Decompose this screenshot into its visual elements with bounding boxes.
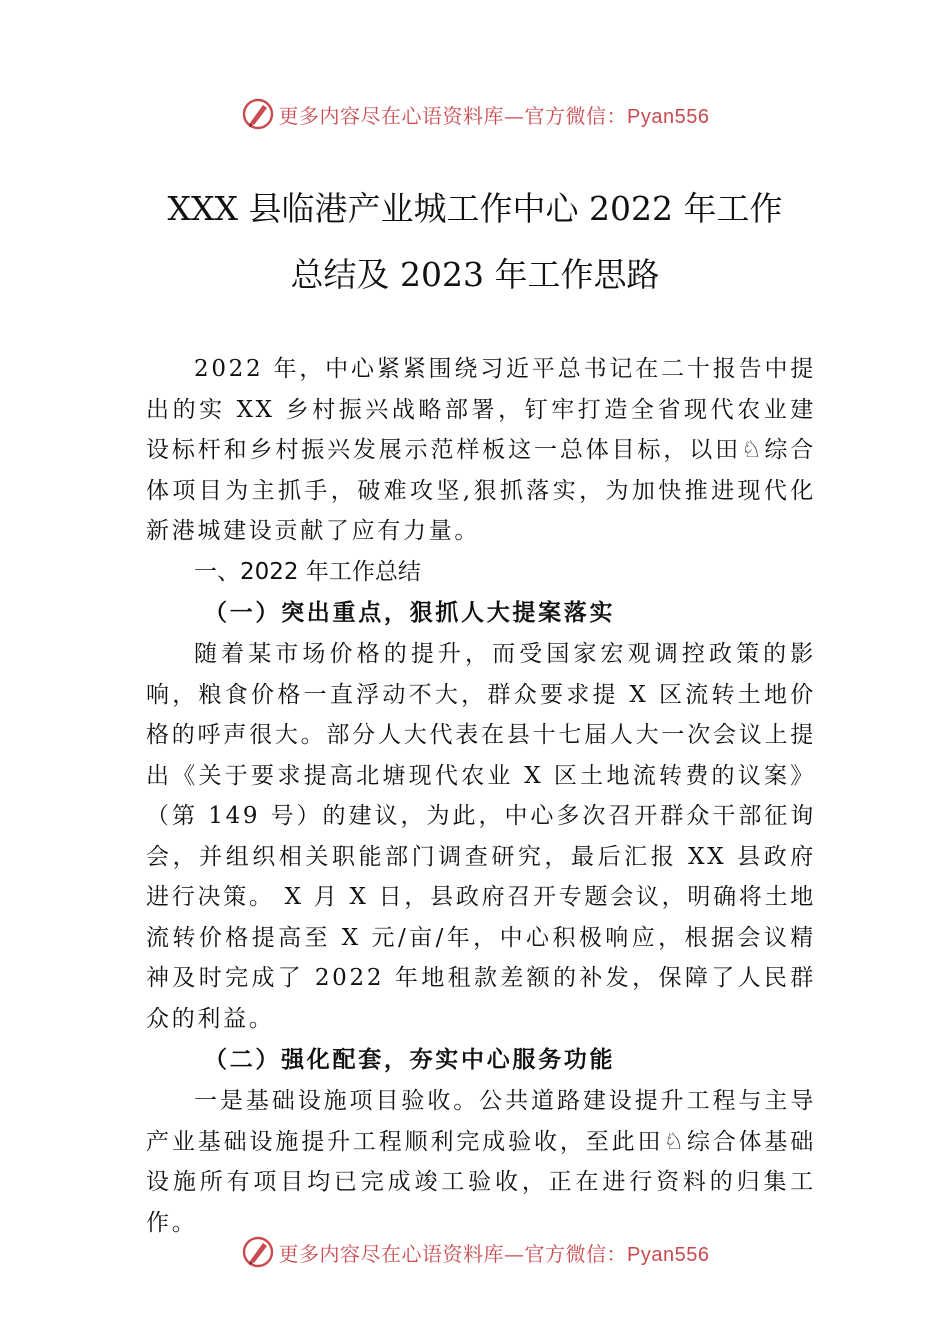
section-heading-1: 一、2022 年工作总结 [194,558,421,585]
subsection-1-paragraph: 随着某市场价格的提升，而受国家宏观调控政策的影响，粮食价格一直浮动不大，群众要求提 X 区流转土地价格的呼声很大。部分人大代表在县十七届人大一次会议上提出《关于要求提高北塘现代农业 X 区土地流转费的议案》（第 149 号）的建议，为此，中心多次召开群众干部征询会，并组织相关职能部门调查研究，最后汇报 XX 县政府进行决策。 X 月 X 日，县政府召开专题会议，明确将土地流转价格提高至 X 元/亩/年，中心积极响应，根据会议精神及时完成了 2022 年地租款差额的补发，保障了人民群众的利益。 [146,641,816,1032]
watermark-text: 更多内容尽在心语资料库—官方微信：Pyan556 [278,1241,710,1266]
watermark-banner-top [0,94,950,134]
document-title [0,176,950,308]
watermark-text: 更多内容尽在心语资料库—官方微信：Pyan556 [278,103,710,128]
document-body [146,349,816,1243]
title-line-1: XXX 县临港产业城工作中心 2022 年工作 [167,189,783,228]
pen-logo-icon [241,97,275,131]
watermark-banner-bottom [0,1232,950,1272]
watermark-brand: Pyan556 [627,105,710,128]
pen-logo-icon [241,1235,275,1269]
subsection-heading-2: （二）强化配套，夯实中心服务功能 [204,1046,616,1073]
subsection-heading-1: （一）突出重点，狠抓人大提案落实 [204,599,616,626]
title-line-2: 总结及 2023 年工作思路 [290,255,660,294]
intro-paragraph: 2022 年，中心紧紧围绕习近平总书记在二十报告中提出的实 XX 乡村振兴战略部署，钉牢打造全省现代农业建设标杆和乡村振兴发展示范样板这一总体目标，以田♘综合体项目为主抓手，破难攻坚,狠抓落实，为加快推进现代化新港城建设贡献了应有力量。 [146,356,816,544]
watermark-brand: Pyan556 [627,1243,710,1266]
subsection-2-paragraph: 一是基础设施项目验收。公共道路建设提升工程与主导产业基础设施提升工程顺利完成验收，至此田♘综合体基础设施所有项目均已完成竣工验收，正在进行资料的归集工作。 [146,1088,816,1236]
